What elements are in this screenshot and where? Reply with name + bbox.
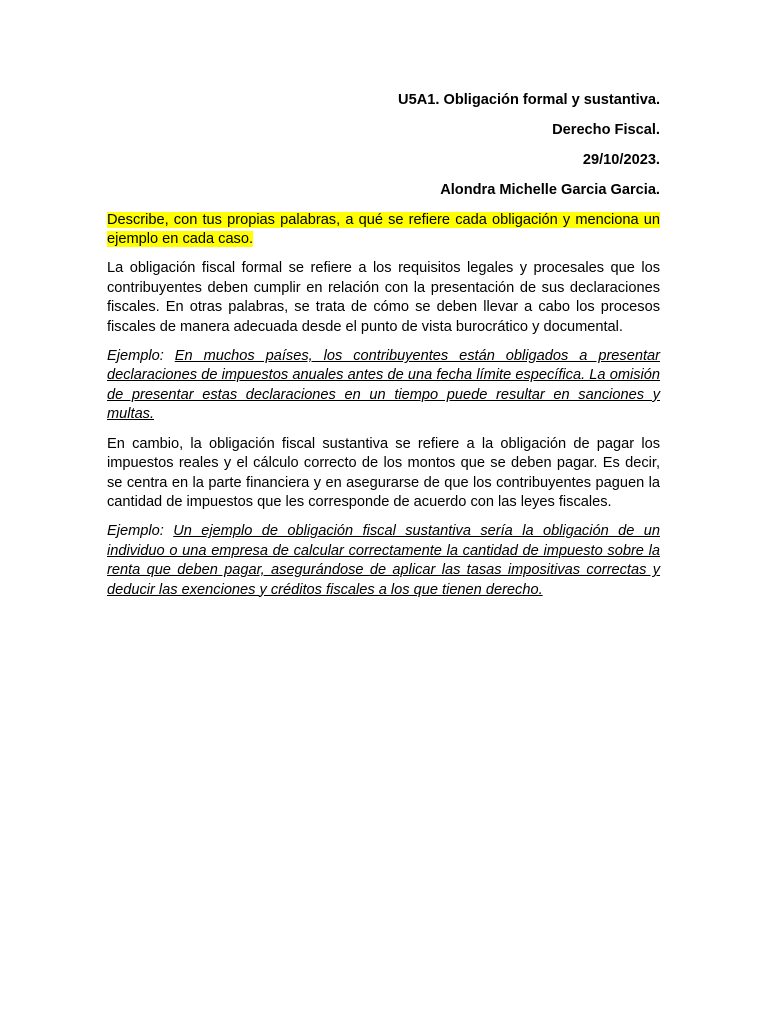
author-line: Alondra Michelle Garcia Garcia. [440,181,660,198]
formal-definition-paragraph: La obligación fiscal formal se refiere a los requisitos legales y procesales que los contribuyentes deben cumplir en relación con la presentación de sus declaraciones fiscales. En otras palabras, se trata de cómo se deben llevar a cabo los procesos fiscales de manera adecuada desde el punto de vista burocrático y documental. [107,260,660,335]
formal-example-paragraph [107,347,660,425]
instruction-paragraph [107,211,660,250]
example-text: En muchos países, los contribuyentes están obligados a presentar declaraciones de impuestos anuales antes de una fecha límite específica. La omisión de presentar estas declaraciones en un tiempo puede resultar en sanciones y multas. [107,348,660,423]
subject-line: Derecho Fiscal. [552,121,660,138]
example-label: Ejemplo: [107,348,164,365]
document-title: U5A1. Obligación formal y sustantiva. [398,92,660,108]
example-text: Un ejemplo de obligación fiscal sustantiva sería la obligación de un individuo o una empresa de calcular correctamente la cantidad de impuesto sobre la renta que deben pagar, asegurándose de aplicar las tasas impositivas correctas y deducir las exenciones y créditos fiscales a los que tienen derecho. [107,523,660,598]
example-label: Ejemplo: [107,523,164,540]
sustantiva-example-paragraph [107,522,660,600]
date-line: 29/10/2023. [582,151,660,168]
document-page [107,91,660,610]
instruction-highlight: Describe, con tus propias palabras, a qué se refiere cada obligación y menciona un ejemplo en cada caso. [107,211,660,248]
sustantiva-definition-paragraph: En cambio, la obligación fiscal sustantiva se refiere a la obligación de pagar los impuestos reales y el cálculo correcto de los montos que se deben pagar. Es decir, se centra en la parte financiera y en asegurarse de que los contribuyentes paguen la cantidad de impuestos que les corresponde de acuerdo con las leyes fiscales. [107,435,660,510]
